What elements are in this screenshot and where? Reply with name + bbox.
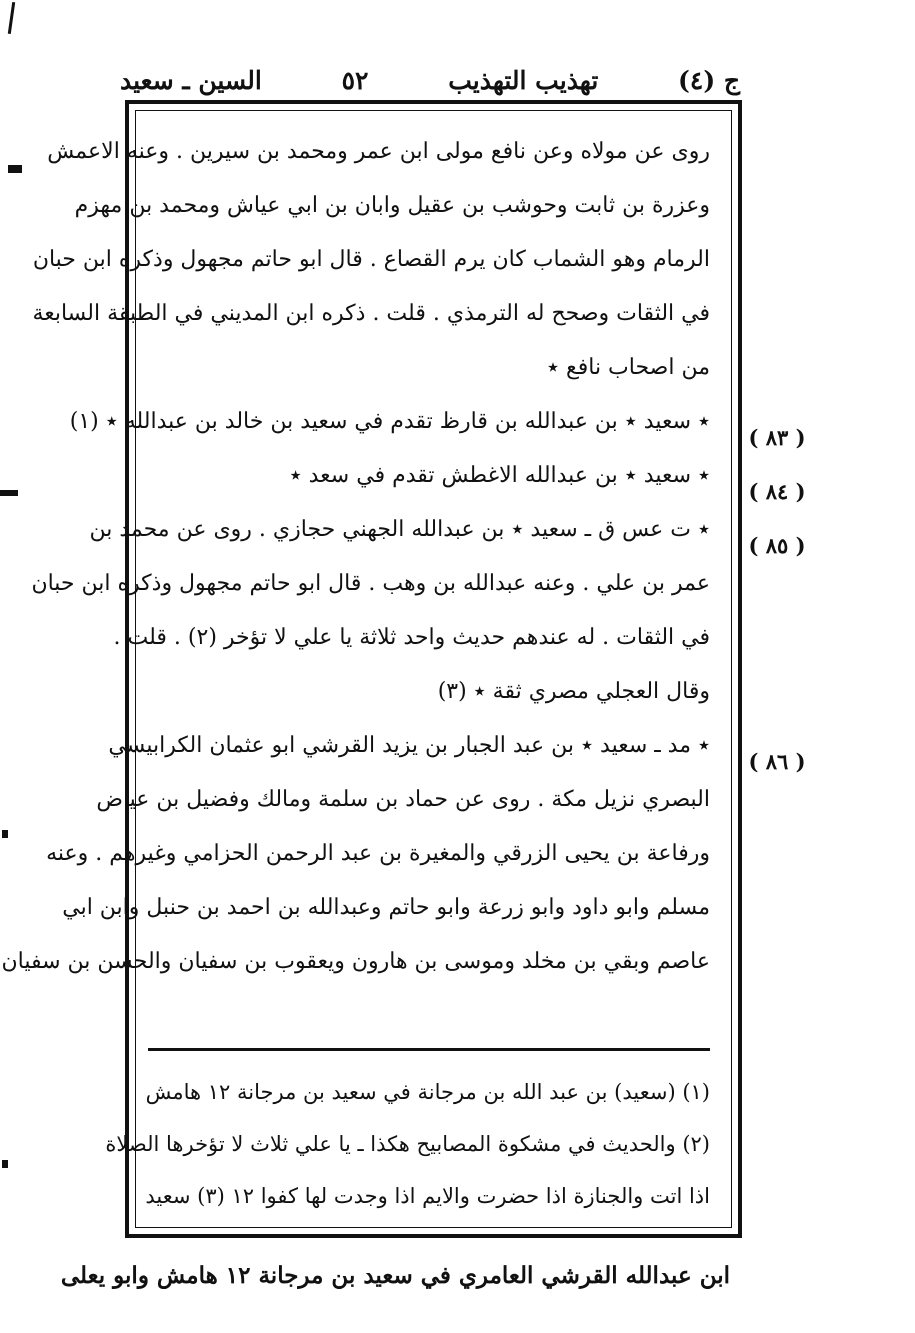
header-section: السين ـ سعيد	[120, 65, 262, 95]
entry-number: ( ٨٥ )	[748, 533, 806, 558]
running-header	[120, 60, 740, 100]
entry-number: ( ٨٦ )	[748, 749, 806, 774]
footnote-line: (٢) والحديث في مشكوة المصابيح هكذا ـ يا علي ثلاث لا تؤخرها الصلاة	[105, 1132, 710, 1156]
page-corner-mark	[8, 2, 15, 34]
footnote-line: اذا اتت والجنازة اذا حضرت والايم اذا وجدت لها كفوا ١٢ (٣) سعيد	[145, 1184, 710, 1208]
main-text	[1, 125, 710, 989]
entry-line: ٭ مد ـ سعيد ٭ بن عبد الجبار بن يزيد القرشي ابو عثمان الكرابيسي	[108, 733, 710, 758]
text-line: ورفاعة بن يحيى الزرقي والمغيرة بن عبد الرحمن الحزامي وغيرهم . وعنه	[46, 841, 710, 866]
header-book-title: تهذيب التهذيب	[448, 65, 599, 95]
text-line: وعزرة بن ثابت وحوشب بن عقيل وابان بن ابي عياش ومحمد بن مهزم	[74, 193, 710, 218]
text-line: في الثقات . له عندهم حديث واحد ثلاثة يا علي لا تؤخر (٢) . قلت .	[113, 625, 710, 650]
margin-mark	[2, 830, 8, 838]
margin-mark	[2, 1160, 8, 1168]
text-line: عاصم وبقي بن مخلد وموسى بن هارون ويعقوب بن سفيان والحسن بن سفيان	[1, 949, 710, 974]
margin-mark	[8, 165, 22, 173]
footnote-line: (١) (سعيد) بن عبد الله بن مرجانة في سعيد بن مرجانة ١٢ هامش	[145, 1080, 710, 1104]
text-line: عمر بن علي . وعنه عبدالله بن وهب . قال ابو حاتم مجهول وذكره ابن حبان	[31, 571, 710, 596]
entry-number: ( ٨٤ )	[748, 479, 806, 504]
text-line: في الثقات وصحح له الترمذي . قلت . ذكره ابن المديني في الطبقة السابعة	[32, 301, 710, 326]
footnotes	[105, 1066, 710, 1222]
entry-line: ٭ ت عس ق ـ سعيد ٭ بن عبدالله الجهني حجازي . روى عن محمد بن	[89, 517, 710, 542]
text-line: البصري نزيل مكة . روى عن حماد بن سلمة ومالك وفضيل بن عياض	[96, 787, 710, 812]
text-line: مسلم وابو داود وابو زرعة وابو حاتم وعبدالله بن احمد بن حنبل وابن ابي	[62, 895, 710, 920]
header-page-number: ٥٢	[341, 65, 369, 95]
text-line: من اصحاب نافع ٭	[547, 355, 710, 380]
margin-mark	[0, 490, 18, 496]
text-line: روى عن مولاه وعن نافع مولى ابن عمر ومحمد بن سيرين . وعنه الاعمش	[47, 139, 710, 164]
footnote-divider	[148, 1048, 710, 1051]
entry-number: ( ٨٣ )	[748, 425, 806, 450]
entry-line: ٭ سعيد ٭ بن عبدالله بن قارظ تقدم في سعيد بن خالد بن عبدالله ٭ (١)	[69, 409, 710, 434]
entry-line: ٭ سعيد ٭ بن عبدالله الاغطش تقدم في سعد ٭	[289, 463, 710, 488]
text-line: الرمام وهو الشماب كان يرم القصاع . قال ابو حاتم مجهول وذكره ابن حبان	[32, 247, 710, 272]
header-volume: ج (٤)	[678, 65, 740, 95]
footnote-continuation: ابن عبدالله القرشي العامري في سعيد بن مرجانة ١٢ هامش وابو يعلى	[60, 1262, 730, 1289]
text-line: وقال العجلي مصري ثقة ٭ (٣)	[437, 679, 710, 704]
